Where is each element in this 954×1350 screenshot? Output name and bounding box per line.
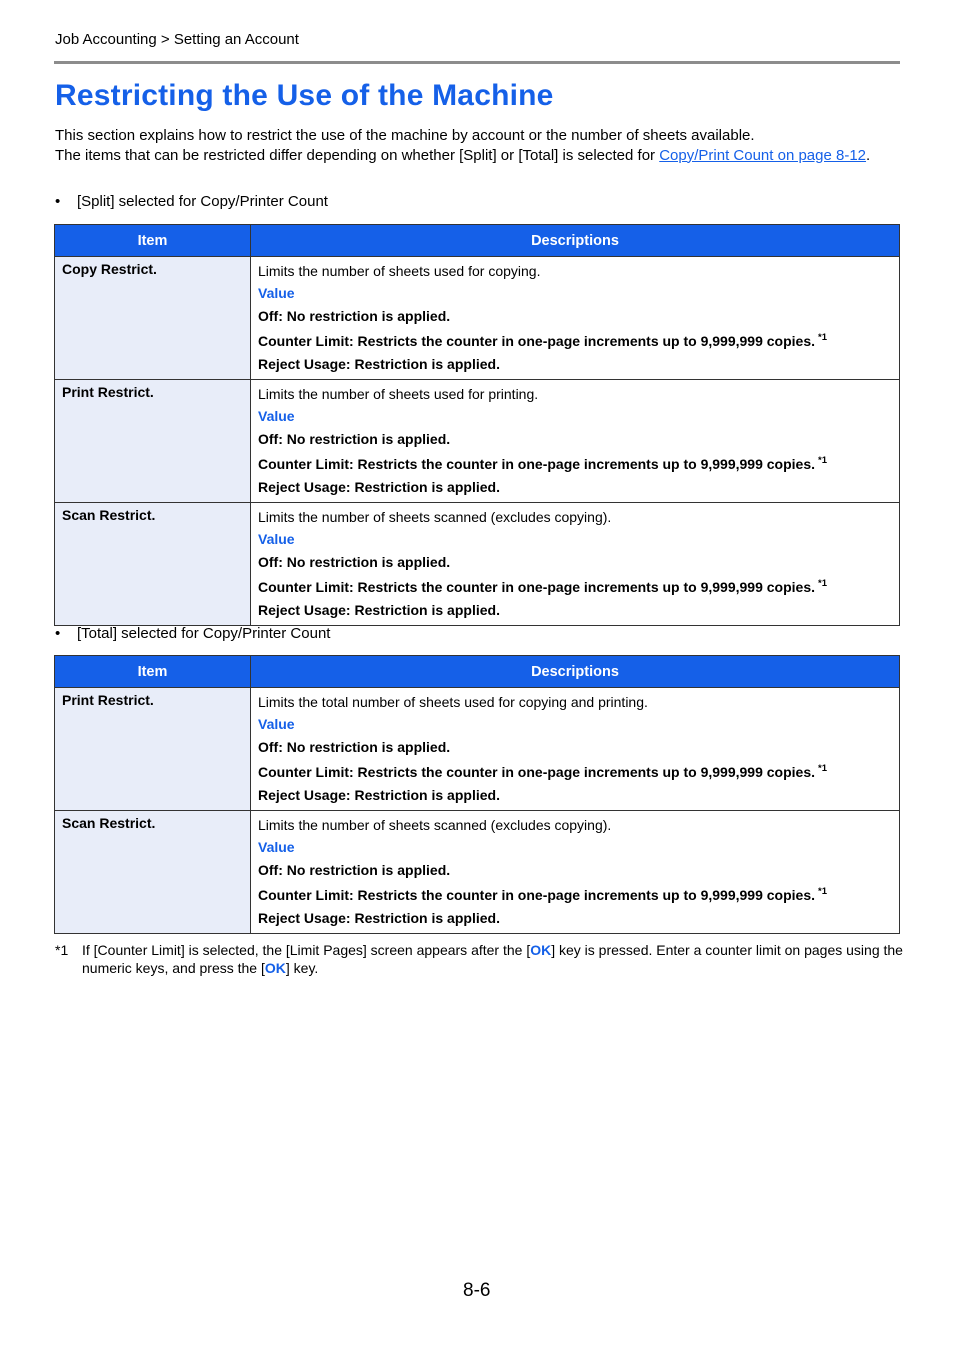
bullet-split-text: [Split] selected for Copy/Printer Count bbox=[77, 193, 328, 210]
value-counter-limit bbox=[258, 327, 892, 352]
row-item-name: Copy Restrict. bbox=[55, 257, 251, 380]
value-label: Value bbox=[258, 839, 295, 856]
footnote bbox=[55, 941, 905, 977]
value-off: Off: No restriction is applied. bbox=[258, 553, 451, 570]
split-restrictions-table bbox=[54, 224, 900, 626]
row-summary: Limits the number of sheets used for copying. bbox=[258, 263, 541, 279]
counter-limit-text: Counter Limit: Restricts the counter in one-page increments up to 9,999,999 copies. bbox=[258, 333, 816, 350]
value-reject-usage: Reject Usage: Restriction is applied. bbox=[258, 601, 500, 618]
header-rule bbox=[54, 61, 900, 64]
footnote-part-3: ] key. bbox=[285, 960, 319, 976]
value-counter-limit bbox=[258, 573, 892, 598]
row-description bbox=[251, 380, 900, 503]
breadcrumb: Job Accounting > Setting an Account bbox=[55, 31, 299, 48]
bullet-split bbox=[55, 193, 328, 210]
value-off: Off: No restriction is applied. bbox=[258, 738, 451, 755]
value-off: Off: No restriction is applied. bbox=[258, 430, 451, 447]
table-row bbox=[55, 503, 900, 626]
bullet-dot: • bbox=[55, 625, 61, 642]
footnote-ref: *1 bbox=[818, 886, 827, 898]
column-header-descriptions: Descriptions bbox=[251, 225, 900, 257]
row-description bbox=[251, 811, 900, 934]
intro-line-1: This section explains how to restrict the use of the machine by account or the number of sheets available. bbox=[55, 127, 755, 144]
row-summary: Limits the number of sheets used for printing. bbox=[258, 386, 539, 403]
value-reject-usage: Reject Usage: Restriction is applied. bbox=[258, 478, 500, 495]
bullet-total-text: [Total] selected for Copy/Printer Count bbox=[77, 625, 331, 642]
counter-limit-text: Counter Limit: Restricts the counter in one-page increments up to 9,999,999 copies. bbox=[258, 579, 816, 596]
bullet-dot: • bbox=[55, 193, 61, 210]
value-label: Value bbox=[258, 716, 295, 733]
row-item-name: Scan Restrict. bbox=[55, 811, 251, 934]
table-row bbox=[55, 380, 900, 503]
footnote-ref: *1 bbox=[818, 578, 827, 590]
value-label: Value bbox=[258, 408, 295, 425]
row-summary: Limits the total number of sheets used for copying and printing. bbox=[258, 694, 648, 710]
intro-line-2 bbox=[55, 146, 905, 166]
bullet-total bbox=[55, 625, 330, 642]
footnote-part-1: If [Counter Limit] is selected, the [Limit Pages] screen appears after the [ bbox=[82, 942, 531, 958]
row-description bbox=[251, 688, 900, 811]
footnote-ref: *1 bbox=[818, 763, 827, 775]
value-off: Off: No restriction is applied. bbox=[258, 307, 451, 324]
row-summary: Limits the number of sheets scanned (excludes copying). bbox=[258, 509, 612, 526]
table-row bbox=[55, 257, 900, 380]
footnote-ref: *1 bbox=[818, 455, 827, 467]
column-header-item: Item bbox=[55, 225, 251, 257]
table-header-row bbox=[55, 225, 900, 257]
footnote-ref: *1 bbox=[818, 332, 827, 344]
value-counter-limit bbox=[258, 758, 892, 783]
table-row bbox=[55, 688, 900, 811]
column-header-descriptions: Descriptions bbox=[251, 656, 900, 688]
row-summary: Limits the number of sheets scanned (excludes copying). bbox=[258, 817, 612, 834]
table-header-row bbox=[55, 656, 900, 688]
value-off: Off: No restriction is applied. bbox=[258, 861, 451, 878]
row-item-name: Print Restrict. bbox=[55, 688, 251, 811]
table-row bbox=[55, 811, 900, 934]
value-reject-usage: Reject Usage: Restriction is applied. bbox=[258, 355, 500, 372]
value-counter-limit bbox=[258, 450, 892, 475]
intro-line-2-prefix: The items that can be restricted differ depending on whether [Split] or [Total] is selected for bbox=[55, 146, 660, 164]
row-item-name: Print Restrict. bbox=[55, 380, 251, 503]
row-description bbox=[251, 257, 900, 380]
column-header-item: Item bbox=[55, 656, 251, 688]
value-label: Value bbox=[258, 531, 295, 548]
counter-limit-text: Counter Limit: Restricts the counter in one-page increments up to 9,999,999 copies. bbox=[258, 456, 816, 473]
page-number: 8-6 bbox=[463, 1280, 491, 1301]
value-reject-usage: Reject Usage: Restriction is applied. bbox=[258, 909, 500, 926]
intro-text bbox=[55, 126, 905, 165]
intro-line-2-suffix: . bbox=[866, 146, 871, 164]
row-item-name: Scan Restrict. bbox=[55, 503, 251, 626]
copy-print-count-link[interactable]: Copy/Print Count on page 8-12 bbox=[659, 146, 867, 164]
value-label: Value bbox=[258, 285, 295, 302]
ok-key-label: OK bbox=[530, 942, 552, 958]
row-description bbox=[251, 503, 900, 626]
footnote-text bbox=[82, 941, 905, 977]
value-reject-usage: Reject Usage: Restriction is applied. bbox=[258, 786, 500, 803]
value-counter-limit bbox=[258, 881, 892, 906]
footnote-mark: *1 bbox=[55, 942, 69, 958]
page-title: Restricting the Use of the Machine bbox=[55, 79, 554, 112]
ok-key-label: OK bbox=[264, 960, 286, 976]
footnote-part-2: ] key is pressed. Enter a counter limit on pages using the numeric keys, and press the [ bbox=[82, 942, 903, 976]
total-restrictions-table bbox=[54, 655, 900, 934]
counter-limit-text: Counter Limit: Restricts the counter in one-page increments up to 9,999,999 copies. bbox=[258, 764, 816, 781]
counter-limit-text: Counter Limit: Restricts the counter in one-page increments up to 9,999,999 copies. bbox=[258, 887, 816, 904]
